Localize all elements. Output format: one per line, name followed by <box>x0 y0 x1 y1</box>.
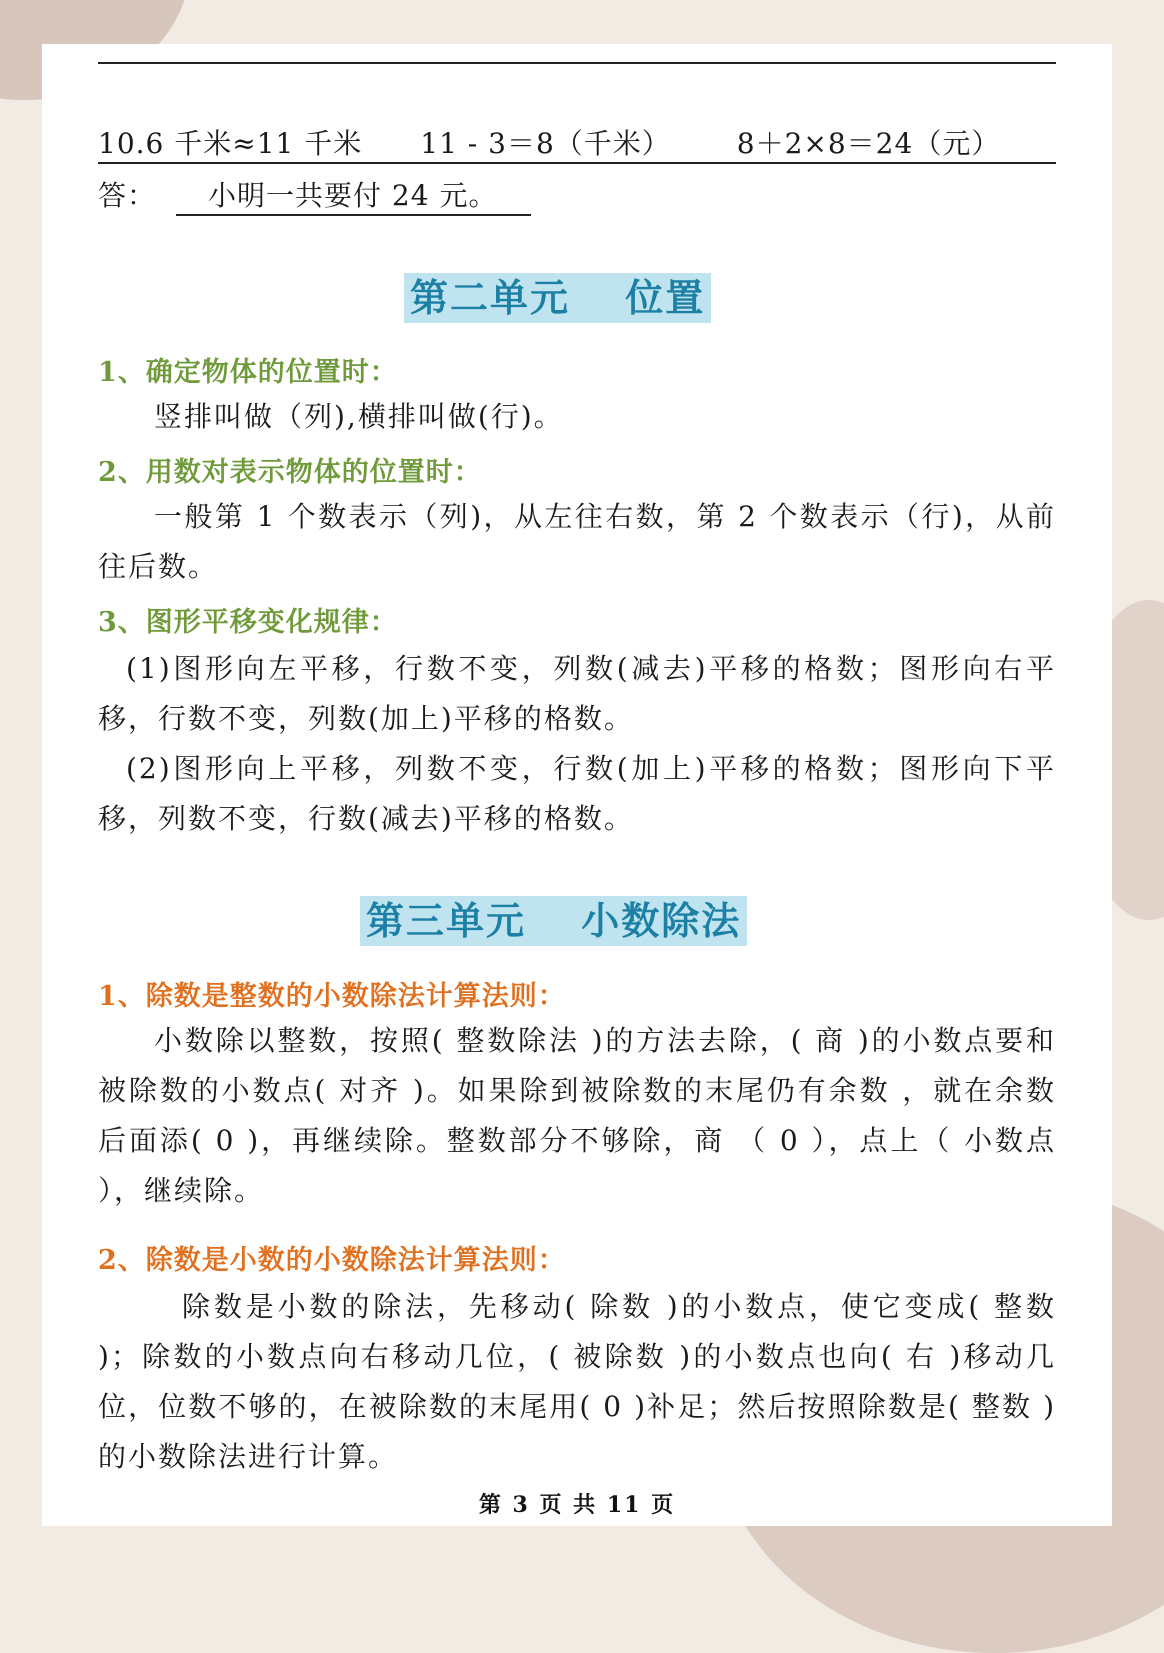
answer-value: 小明一共要付 24 元。 <box>176 178 531 216</box>
unit2-text-2: 一般第 1 个数表示（列)，从左往右数，第 2 个数表示（行)，从前往后数。 <box>98 500 1056 583</box>
top-rule <box>98 62 1056 64</box>
page-footer: 第 3 页 共 11 页 <box>478 1492 676 1518</box>
unit3-text-2: 除数是小数的除法，先移动( 除数 )的小数点，使它变成( 整数 )；除数的小数点向右移动几位，( 被除数 )的小数点也向( 右 )移动几位，位数不够的，在被除数的末尾用( 0 )补足；然后按照除数是( 整数 )的小数除法进行计算。 <box>98 1290 1056 1473</box>
unit2-text-3b: (2)图形向上平移，列数不变，行数(加上)平移的格数；图形向下平移，列数不变，行数(减去)平移的格数。 <box>98 752 1056 835</box>
unit3-heading-2: 2、除数是小数的小数除法计算法则： <box>98 1245 566 1276</box>
calc-step-3: 8＋2×8＝24（元） <box>736 127 1001 160</box>
unit3-heading-1: 1、除数是整数的小数除法计算法则： <box>98 981 566 1012</box>
calc-step-1: 10.6 千米≈11 千米 <box>98 127 363 160</box>
unit2-text-1: 竖排叫做（列),横排叫做(行)。 <box>154 400 564 433</box>
unit2-heading-1: 1、确定物体的位置时： <box>98 357 398 388</box>
unit3-title: 第三单元 小数除法 <box>360 896 747 946</box>
unit2-text-3a: (1)图形向左平移，行数不变，列数(减去)平移的格数；图形向右平移，行数不变，列数(加上)平移的格数。 <box>98 652 1056 735</box>
unit2-title: 第二单元 位置 <box>404 273 711 323</box>
answer-label: 答： <box>98 179 157 212</box>
calc-step-2: 11 - 3＝8（千米） <box>420 127 671 160</box>
unit2-heading-2: 2、用数对表示物体的位置时： <box>98 457 482 488</box>
unit2-heading-3: 3、图形平移变化规律： <box>98 607 398 638</box>
document-page <box>42 44 1112 1526</box>
calculation-line <box>98 126 1056 164</box>
answer-line <box>98 178 1056 214</box>
unit3-text-1: 小数除以整数，按照( 整数除法 )的方法去除，( 商 )的小数点要和被除数的小数点( 对齐 )。如果除到被除数的末尾仍有余数 ，就在余数后面添( 0 )，再继续除。整数部分不够除，商 （ 0 ），点上（ 小数点 ），继续除。 <box>98 1024 1056 1207</box>
